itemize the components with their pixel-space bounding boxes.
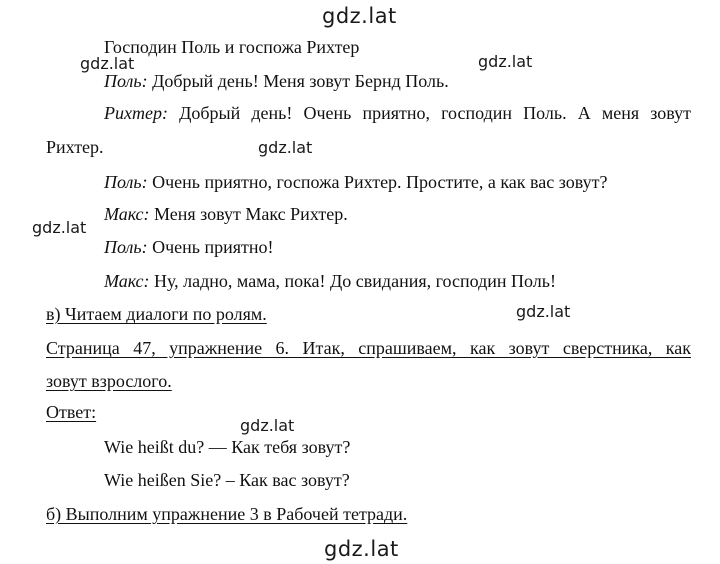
dialog-line [104,236,274,258]
watermark: gdz.lat [32,218,87,237]
speaker-name: Поль: [104,172,148,192]
task-b: б) Выполним упражнение 3 в Рабочей тетради. [46,504,408,524]
watermark: gdz.lat [80,54,135,73]
dialog-line [104,70,449,92]
speaker-name: Поль: [104,71,148,91]
exercise-line-2: зовут взрослого. [46,371,172,391]
dialog-text: Рихтер. [46,137,104,157]
answer-line: Wie heißt du? — Как тебя зовут? [104,437,351,457]
task-v: в) Читаем диалоги по ролям. [46,304,267,324]
dialog-text: Добрый день! Меня зовут Бернд Поль. [147,71,449,91]
dialog-heading: Господин Поль и госпожа Рихтер [104,37,360,57]
answer-line: Wie heißen Sie? – Как вас зовут? [104,470,350,490]
answer-label: Ответ: [46,402,97,422]
dialog-line [104,171,608,193]
dialog-text: Меня зовут Макс Рихтер. [149,204,348,224]
speaker-name: Рихтер: [104,103,168,123]
dialog-text: Очень приятно, госпожа Рихтер. Простите, а как вас зовут? [147,172,608,192]
dialog-text: Ну, ладно, мама, пока! До свидания, господин Поль! [149,271,556,291]
dialog-text: Очень приятно! [147,237,274,257]
dialog-line [104,203,348,225]
dialog-line [104,102,691,124]
exercise-line-1: Страница 47, упражнение 6. Итак, спрашиваем, как зовут сверстника, как [46,338,691,358]
dialog-text: Добрый день! Очень приятно, господин Поль. А меня зовут [167,103,691,123]
speaker-name: Макс: [104,204,150,224]
watermark-bottom: gdz.lat [324,537,399,561]
watermark: gdz.lat [258,138,313,157]
dialog-line [46,136,104,158]
watermark: gdz.lat [516,302,571,321]
dialog-line [104,270,556,292]
speaker-name: Поль: [104,237,148,257]
watermark: gdz.lat [240,416,295,435]
watermark: gdz.lat [478,52,533,71]
speaker-name: Макс: [104,271,150,291]
watermark-top: gdz.lat [322,4,397,28]
